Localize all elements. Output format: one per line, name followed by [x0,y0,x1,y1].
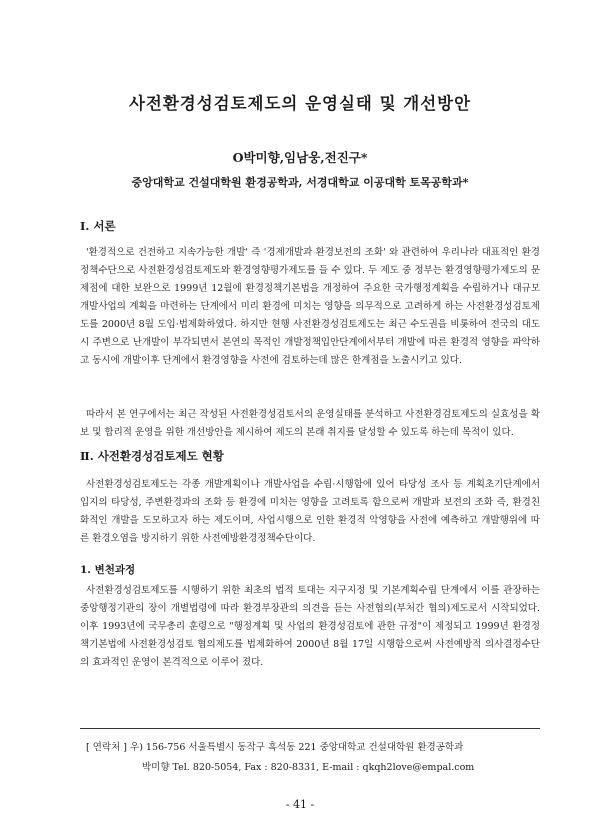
contact-footnote [86,738,546,778]
history-paragraph-1: 사전환경성검토제도를 시행하기 위한 최초의 법적 토대는 지구지정 및 기본계획수립 단계에서 이를 관장하는 중앙행정기관의 장이 개별법령에 따라 환경부장관의 의견을 듣는 사전협의(부처간 협의)제도로서 시작되었다. 이후 1993년에 국무총리 훈령으로 "행정계획 및 사업의 환경성검토에 관한 규정"이 제정되고 1999년 환경정책기본법에 사전환경성검토 협의제도를 법제화하여 2000년 8월 17일 시행함으로써 사전예방적 의사결정수단의 효과적인 운영이 본격적으로 이루어 졌다. [80,585,540,668]
contact-label: [ 연락처 ] [86,742,127,753]
section-heading-introduction: Ⅰ. 서론 [80,219,116,233]
intro-paragraph-1: '환경적으로 건전하고 지속가능한 개발' 즉 '경제개발과 환경보전의 조화' 와 관련하여 우리나라 대표적인 환경정책수단으로 사전환경성검토제도와 환경영향평가제도를 들 수 있다. 두 제도 중 정부는 환경영향평가제도의 문제점에 대한 보완으로 1999년 12월에 환경정책기본법을 개정하여 주요한 국가행정계획을 수립하거나 대규모 개발사업의 계획을 마련하는 단계에서 미리 환경에 미치는 영향을 의무적으로 고려하게 하는 사전환경성검토제도를 2000년 8월 도입·법제화하였다. 하지만 현행 사전환경성검토제도는 최근 수도권을 비롯하여 전국의 대도시 주변으로 난개발이 부각되면서 본연의 목적인 개발정책입안단계에서부터 개발에 따른 환경적 영향을 파악하고 동시에 개발이후 단계에서 환경영향을 사전에 검토하는데 많은 한계점을 노출시키고 있다. [80,247,540,366]
author-affiliation: 중앙대학교 건설대학원 환경공학과, 서경대학교 이공대학 토목공학과* [131,176,469,189]
page-number: - 41 - [285,798,315,811]
author-list: O박미향,임남웅,전진구* [232,150,368,165]
contact-details: 박미향 Tel. 820-5054, Fax : 820-8331, E-mail : qkqh2love@empal.com [142,762,475,773]
intro-paragraph-2: 따라서 본 연구에서는 최근 작성된 사전환경성검토서의 운영실태를 분석하고 사전환경검토제도의 실효성을 확보 및 합리적 운영을 위한 개선방안을 제시하여 제도의 본래 취지를 달성할 수 있도록 하는데 목적이 있다. [80,409,540,438]
footnote-divider [80,728,540,729]
status-paragraph-1: 사전환경성검토제도는 각종 개발계획이나 개발사업을 수립·시행함에 있어 타당성 조사 등 계획초기단계에서 입지의 타당성, 주변환경과의 조화 등 환경에 미치는 영향을 고려토록 함으로써 개발과 보전의 조화 즉, 환경친화적인 개발을 도모하고자 하는 제도이며, 사업시행으로 인한 환경적 악영향을 사전에 예측하고 개발행위에 따른 환경오염을 방지하기 위한 사전예방환경정책수단이다. [80,479,540,544]
paper-title: 사전환경성검토제도의 운영실태 및 개선방안 [128,94,472,113]
subsection-heading-history: 1. 변천과정 [80,564,136,576]
section-heading-current-status: Ⅱ. 사전환경성검토제도 현황 [80,449,224,463]
contact-address: 우) 156-756 서울특별시 동작구 흑석동 221 중앙대학교 건설대학원 환경공학과 [130,742,464,753]
